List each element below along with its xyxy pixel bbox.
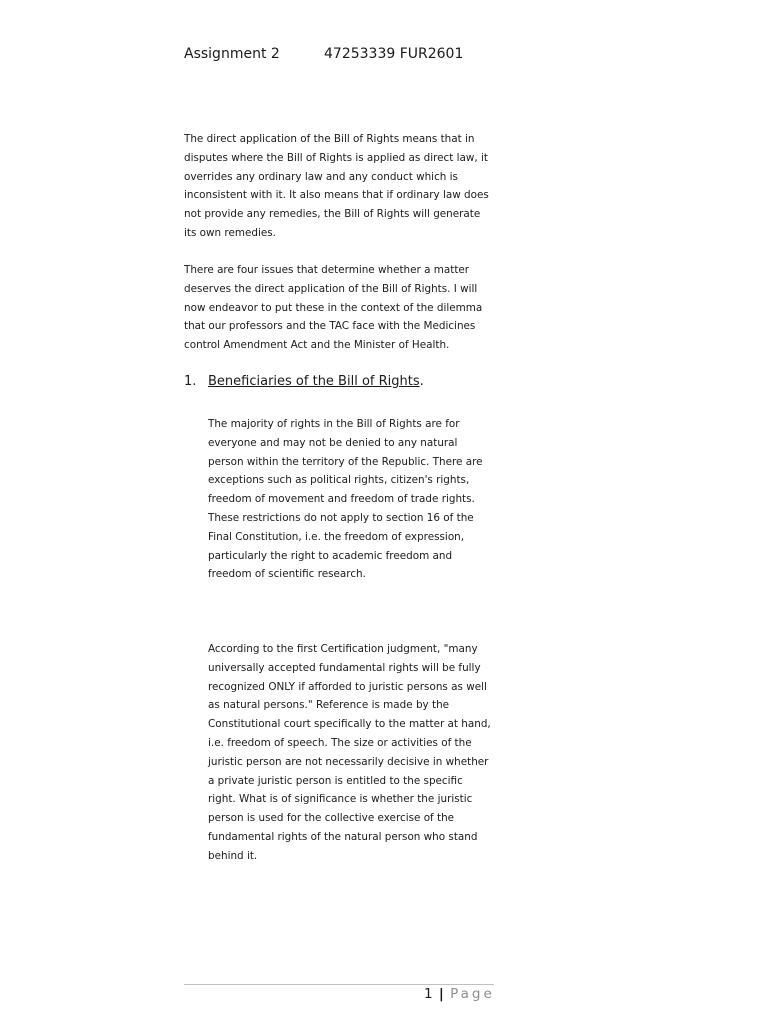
section-title-suffix: .: [419, 374, 424, 389]
text-line: inconsistent with it. It also means that if ordinary law does: [184, 189, 489, 202]
footer-page-number: 1: [424, 986, 433, 1002]
intro-paragraph-1: [184, 130, 489, 243]
text-line: There are four issues that determine whether a matter: [184, 264, 470, 276]
text-line: juristic person are not necessarily decisive in whether: [208, 755, 489, 768]
text-line: i.e. freedom of speech. The size or activities of the: [208, 736, 472, 749]
text-line: person within the territory of the Republic. There are: [208, 455, 483, 468]
header-assignment-title: Assignment 2: [184, 46, 280, 62]
text-line: right. What is of significance is whether the juristic: [208, 793, 473, 806]
text-line: deserves the direct application of the Bill of Rights. I will: [184, 282, 478, 295]
text-line: everyone and may not be denied to any natural: [208, 436, 458, 449]
text-line: The direct application of the Bill of Rights means that in: [184, 133, 475, 145]
section-heading: [184, 374, 424, 389]
text-line: According to the first Certification judgment, "many: [208, 643, 478, 655]
page-footer: [424, 986, 495, 1002]
text-line: behind it.: [208, 849, 258, 862]
intro-paragraph-2: [184, 261, 482, 355]
text-line: Constitutional court specifically to the matter at hand,: [208, 718, 491, 731]
text-line: freedom of scientific research.: [208, 568, 366, 581]
text-line: disputes where the Bill of Rights is applied as direct law, it: [184, 151, 488, 164]
header-student-course: 47253339 FUR2601: [324, 46, 464, 62]
text-line: fundamental rights of the natural person who stand: [208, 830, 478, 843]
section-title: Beneficiaries of the Bill of Rights: [208, 374, 420, 389]
section-paragraph-2: [208, 640, 491, 866]
text-line: not provide any remedies, the Bill of Rights will generate: [184, 208, 481, 221]
text-line: as natural persons." Reference is made by the: [208, 699, 450, 712]
text-line: recognized ONLY if afforded to juristic persons as well: [208, 680, 487, 693]
section-paragraph-1: [208, 415, 483, 584]
text-line: universally accepted fundamental rights will be fully: [208, 661, 481, 674]
page-header: [184, 46, 463, 62]
text-line: its own remedies.: [184, 226, 276, 239]
text-line: exceptions such as political rights, citizen's rights,: [208, 474, 470, 487]
text-line: particularly the right to academic freedom and: [208, 549, 453, 562]
text-line: These restrictions do not apply to section 16 of the: [208, 511, 474, 524]
text-line: freedom of movement and freedom of trade rights.: [208, 493, 475, 506]
section-number: 1.: [184, 374, 197, 389]
text-line: overrides any ordinary law and any conduct which is: [184, 170, 458, 183]
text-line: a private juristic person is entitled to the specific: [208, 774, 463, 787]
text-line: that our professors and the TAC face with the Medicines: [184, 320, 476, 333]
footer-page-word: Page: [450, 986, 495, 1002]
footer-divider: [184, 984, 494, 985]
text-line: control Amendment Act and the Minister of Health.: [184, 339, 450, 352]
footer-separator: |: [438, 986, 444, 1002]
text-line: person is used for the collective exercise of the: [208, 812, 455, 825]
text-line: now endeavor to put these in the context of the dilemma: [184, 301, 483, 314]
text-line: The majority of rights in the Bill of Rights are for: [208, 418, 460, 430]
text-line: Final Constitution, i.e. the freedom of expression,: [208, 530, 465, 543]
